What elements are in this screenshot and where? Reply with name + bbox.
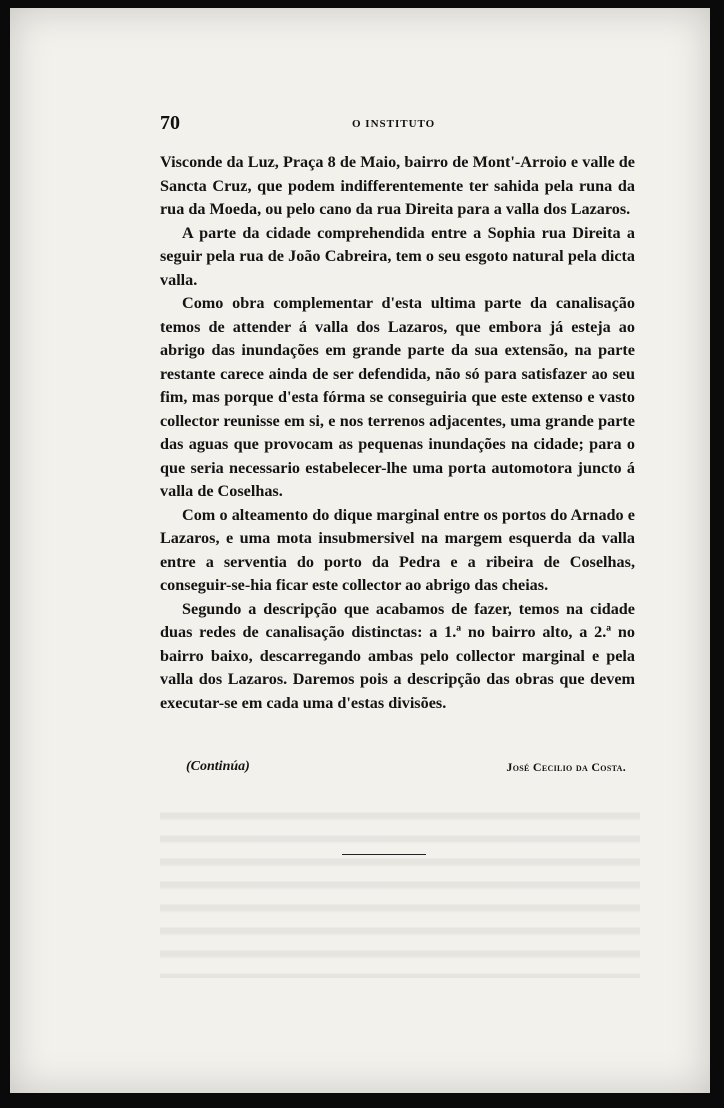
running-title: O INSTITUTO bbox=[352, 118, 436, 130]
page-header bbox=[160, 112, 640, 142]
page-number: 70 bbox=[160, 112, 180, 134]
signature-row bbox=[186, 759, 626, 781]
paragraph-3: Como obra complementar d'esta ultima parte da canalisação temos de attender á valla dos Lazaros, que embora já esteja ao abrigo das inundações em grande parte da sua extensão, na parte restante carece ainda de ser defendida, não só para satisfazer ao seu fim, mas porque d'esta fórma se conseguiria que este extenso e vasto collector reunisse em si, e nos terrenos adjacentes, uma grande parte das aguas que provocam as pequenas inundações na cidade; para o que seria necessario estabelecer-lhe uma porta automotora juncto á valla de Coselhas. bbox=[160, 294, 635, 500]
show-through-texture bbox=[160, 798, 640, 978]
author-signature: José Cecilio da Costa. bbox=[506, 760, 626, 774]
book-page bbox=[10, 8, 710, 1093]
paragraph-5: Segundo a descripção que acabamos de fazer, temos na cidade duas redes de canalisação distinctas: a 1.ª no bairro alto, a 2.ª no bairro baixo, descarregando ambas pelo collector marginal e pela valla dos Lazaros. Daremos pois a descripção das obras que devem executar-se em cada uma d'estas divisões. bbox=[160, 599, 635, 712]
continua-note: (Continúa) bbox=[186, 759, 250, 774]
paragraph-4: Com o alteamento do dique marginal entre os portos do Arnado e Lazaros, e uma mota insubmersivel na margem esquerda da valla entre a serventia do porto da Pedra e a ribeira de Coselhas, conseguir-se-hia ficar este collector ao abrigo das cheias. bbox=[160, 505, 635, 594]
body-text bbox=[160, 151, 635, 715]
section-divider bbox=[342, 854, 426, 855]
paragraph-2: A parte da cidade comprehendida entre a Sophia rua Direita a seguir pela rua de João Cabreira, tem o seu esgoto natural pela dicta valla. bbox=[160, 223, 635, 289]
paragraph-1: Visconde da Luz, Praça 8 de Maio, bairro de Mont'-Arroio e valle de Sancta Cruz, que podem indifferentemente ter sahida pela runa da rua da Moeda, ou pelo cano da rua Direita para a valla dos Lazaros. bbox=[160, 153, 635, 218]
